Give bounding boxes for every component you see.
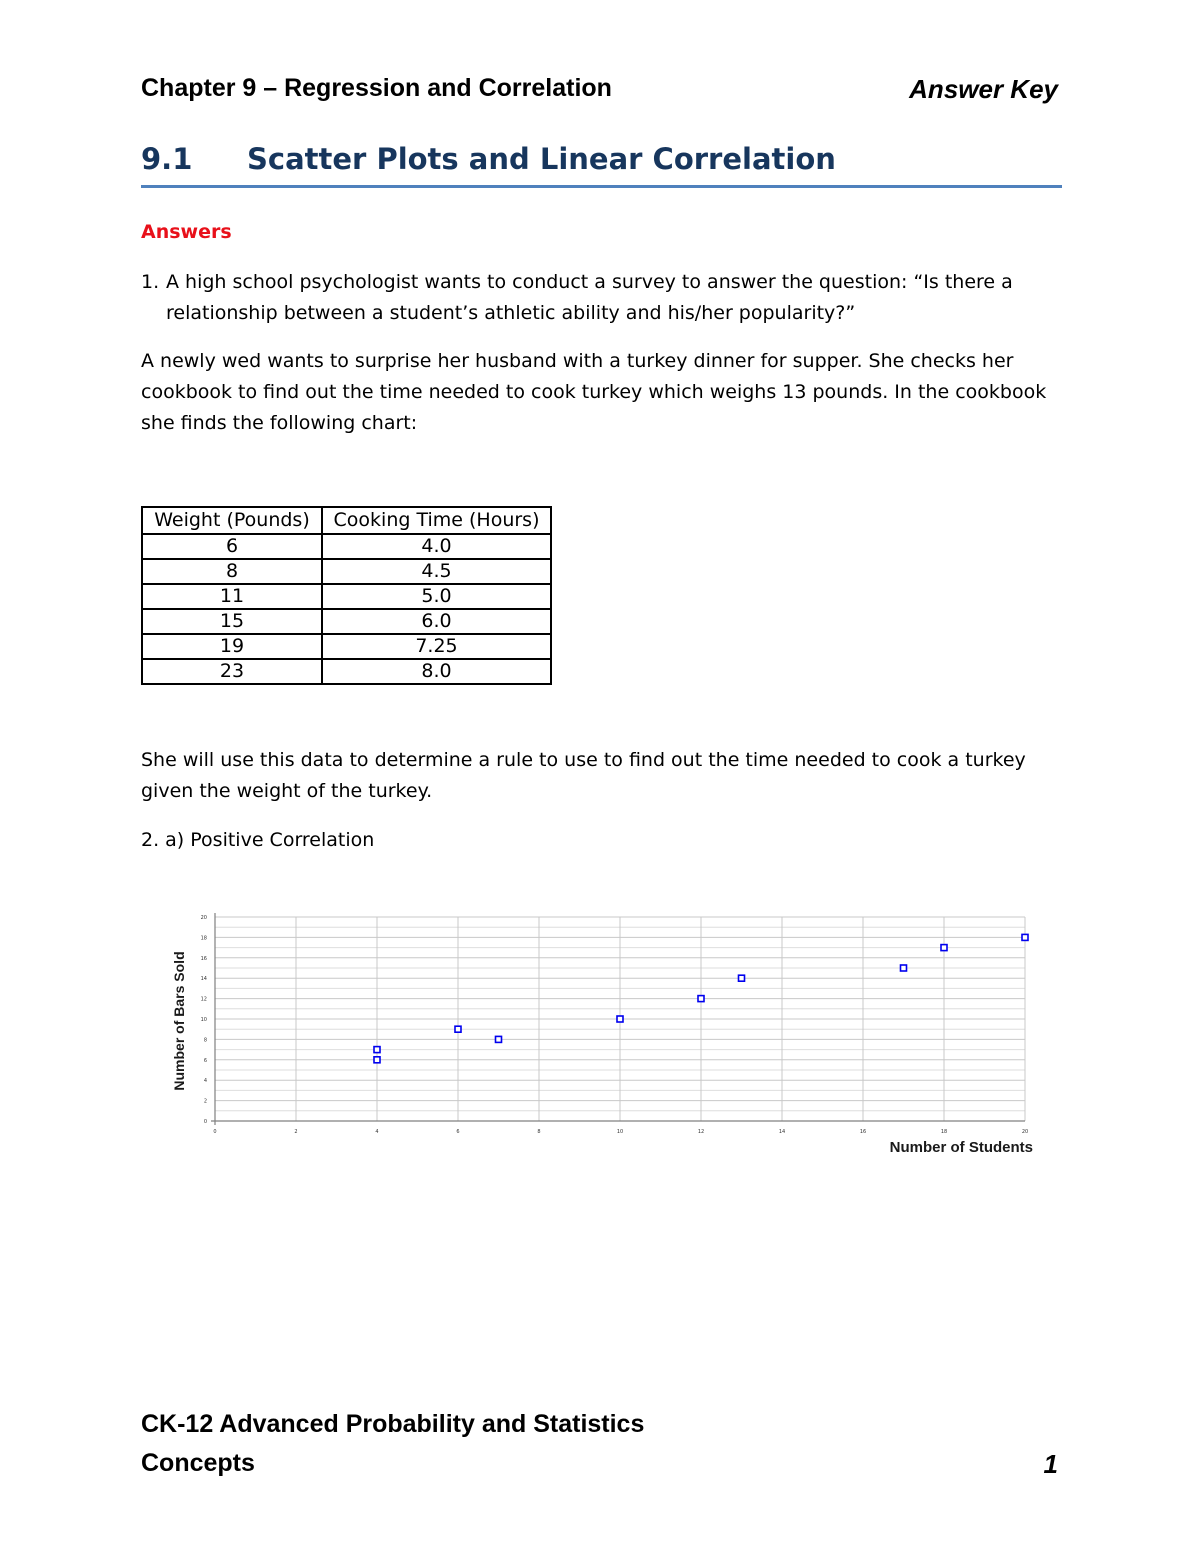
table-cell: 23 [142,659,322,684]
data-point [901,965,907,971]
question-1-number: 1. [141,271,160,293]
table-header-weight: Weight (Pounds) [142,507,322,534]
scatter-plot [160,900,1050,1165]
table-cell: 19 [142,634,322,659]
table-cell: 5.0 [322,584,551,609]
data-point [941,945,947,951]
table-cell: 4.0 [322,534,551,559]
x-tick-label: 16 [859,1129,867,1135]
table-row [142,584,551,609]
table-cell: 11 [142,584,322,609]
table-row [142,559,551,584]
section-number: 9.1 [141,142,193,176]
question-1-text: A high school psychologist wants to conduct a survey to answer the question: “Is there a relationship between a student’s athletic ability and his/her popularity?” [166,271,1013,324]
x-axis-title: Number of Students [889,1139,1033,1156]
x-tick-label: 0 [213,1129,217,1135]
y-tick-label: 6 [203,1057,207,1064]
y-tick-label: 20 [200,915,207,921]
y-tick-label: 4 [203,1078,207,1085]
table-header-cooking-time: Cooking Time (Hours) [322,507,551,534]
chapter-header: Chapter 9 – Regression and Correlation [141,74,612,102]
data-point [617,1016,623,1022]
table-cell: 6 [142,534,322,559]
table-cell: 7.25 [322,634,551,659]
data-point [374,1047,380,1053]
answers-heading: Answers [141,221,232,243]
y-axis-title: Number of Bars Sold [171,951,187,1091]
table-row [142,534,551,559]
footer-book-subtitle: Concepts [141,1449,255,1477]
footer-book-title: CK-12 Advanced Probability and Statistics [141,1410,645,1438]
x-tick-label: 4 [375,1129,379,1135]
y-tick-label: 18 [200,935,207,942]
y-tick-label: 12 [200,996,207,1003]
intro-paragraph: A newly wed wants to surprise her husband with a turkey dinner for supper. She checks her cookbook to find out the time needed to cook turkey which weighs 13 pounds. In the cookbook she finds the following chart: [141,350,1047,434]
x-tick-label: 18 [940,1129,948,1135]
table-cell: 8 [142,559,322,584]
turkey-cooking-table [141,506,552,685]
x-tick-label: 8 [537,1129,541,1135]
y-tick-label: 10 [200,1017,207,1023]
data-point [455,1026,461,1032]
table-row [142,609,551,634]
y-tick-label: 0 [203,1119,207,1125]
x-tick-label: 2 [294,1129,298,1135]
y-tick-label: 14 [200,976,207,983]
data-point [374,1057,380,1063]
x-tick-label: 6 [456,1129,460,1135]
table-cell: 8.0 [322,659,551,684]
x-tick-label: 20 [1021,1129,1029,1135]
y-tick-label: 2 [203,1098,207,1105]
table-cell: 15 [142,609,322,634]
y-tick-label: 8 [203,1037,207,1044]
x-tick-label: 10 [616,1129,624,1135]
rule-paragraph: She will use this data to determine a rule to use to find out the time needed to cook a turkey given the weight of the turkey. [141,749,1026,802]
table-row [142,659,551,684]
table-cell: 4.5 [322,559,551,584]
answer-key-label: Answer Key [909,74,1058,104]
table-header-row [142,507,551,534]
page-number: 1 [1043,1449,1058,1479]
x-tick-label: 14 [778,1129,786,1135]
section-divider [141,185,1062,188]
data-point [739,975,745,981]
y-tick-label: 16 [200,955,207,962]
x-tick-label: 12 [697,1129,705,1135]
section-title: Scatter Plots and Linear Correlation [247,142,836,176]
table-cell: 6.0 [322,609,551,634]
data-point [698,996,704,1002]
data-point [1022,934,1028,940]
table-row [142,634,551,659]
data-point [496,1036,502,1042]
question-2-answer: 2. a) Positive Correlation [141,829,375,851]
